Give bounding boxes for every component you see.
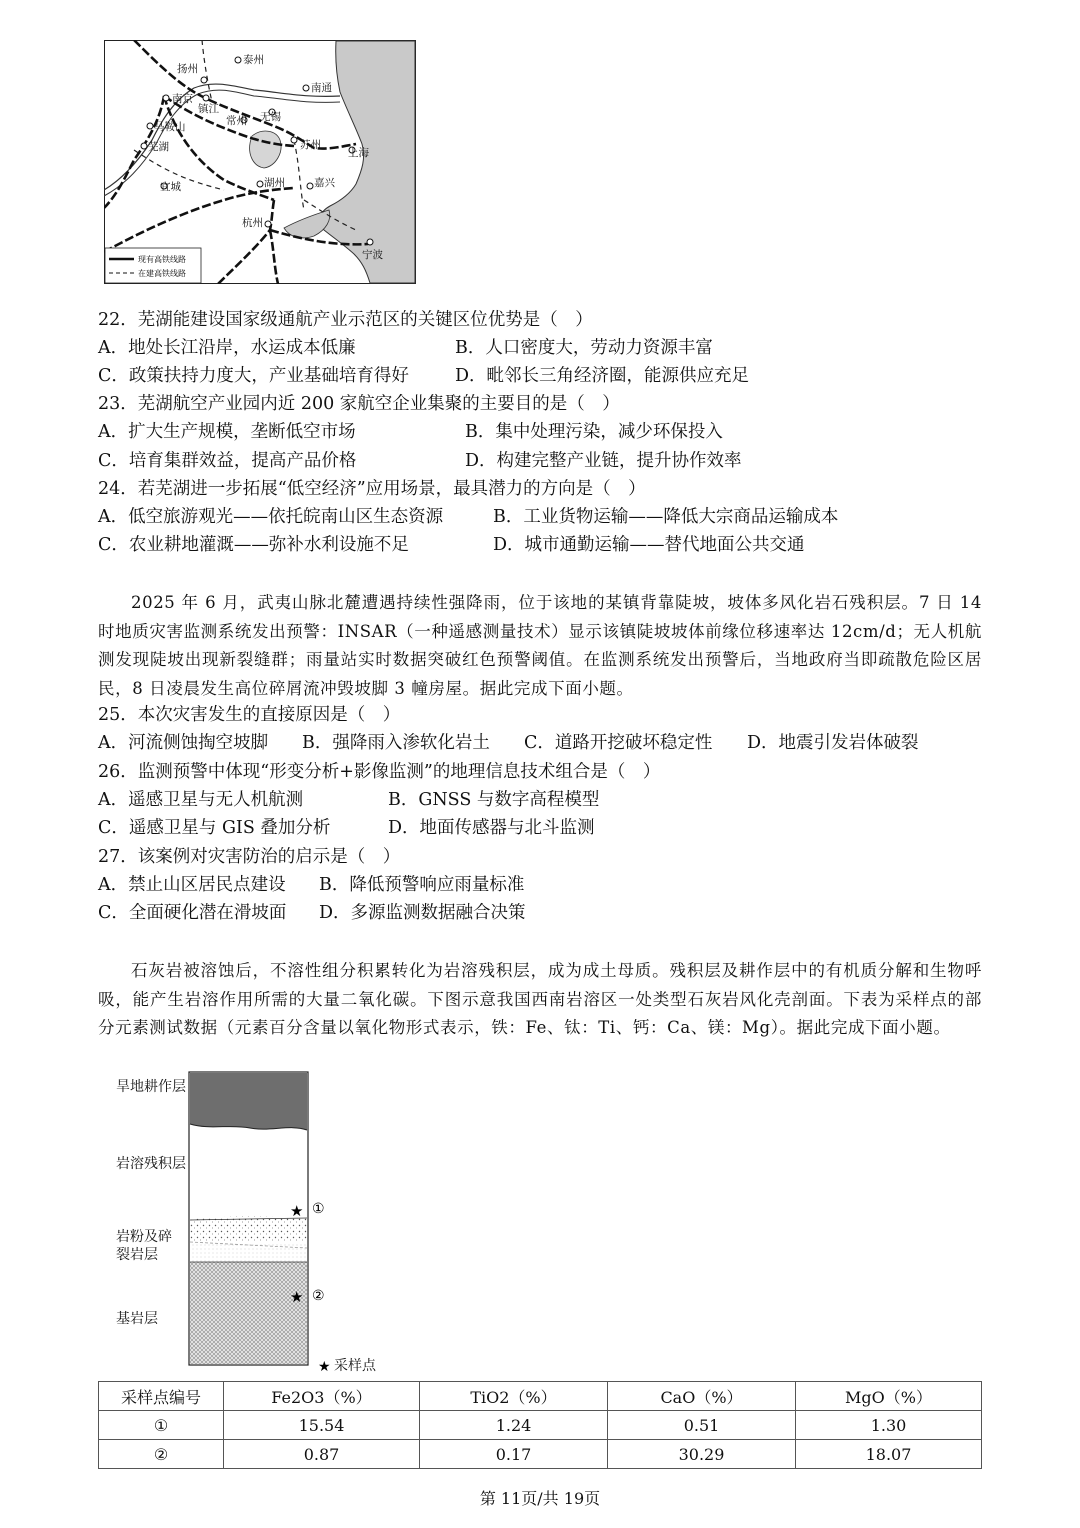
layer-label-bedrock: 基岩层 bbox=[116, 1311, 158, 1327]
q24-stem: 24．若芜湖进一步拓展“低空经济”应用场景，最具潜力的方向是（ ） bbox=[98, 479, 646, 499]
city-label: 宁波 bbox=[362, 249, 383, 261]
q26-option-c[interactable]: C．遥感卫星与 GIS 叠加分析 bbox=[98, 818, 331, 838]
sample-data-table bbox=[98, 1381, 982, 1469]
table-cell: 0.87 bbox=[224, 1440, 420, 1469]
q22-option-d[interactable]: D．毗邻长三角经济圈，能源供应充足 bbox=[455, 366, 750, 386]
layer-label-powder-line2: 裂岩层 bbox=[116, 1247, 158, 1263]
table-cell: 1.24 bbox=[420, 1411, 608, 1440]
q27-stem: 27．该案例对灾害防治的启示是（ ） bbox=[98, 847, 401, 867]
table-row bbox=[99, 1411, 982, 1440]
table-cell: 15.54 bbox=[224, 1411, 420, 1440]
q24-option-d[interactable]: D．城市通勤运输——替代地面公共交通 bbox=[493, 535, 805, 555]
city-label: 扬州 bbox=[177, 63, 198, 75]
legend-star-icon: ★ bbox=[318, 1359, 331, 1375]
q24-option-a[interactable]: A．低空旅游观光——依托皖南山区生态资源 bbox=[98, 507, 444, 527]
layer-label-cultivated: 旱地耕作层 bbox=[116, 1079, 186, 1095]
sample-label-2: ② bbox=[312, 1288, 325, 1304]
q26-option-a[interactable]: A．遥感卫星与无人机航测 bbox=[98, 790, 304, 810]
q26-option-b[interactable]: B．GNSS 与数字高程模型 bbox=[388, 790, 600, 810]
city-label: 泰州 bbox=[243, 54, 264, 66]
city-label: 宜城 bbox=[160, 181, 181, 193]
q23-option-a[interactable]: A．扩大生产规模，垄断低空市场 bbox=[98, 422, 356, 442]
q25-option-d[interactable]: D．地震引发岩体破裂 bbox=[747, 733, 919, 753]
rail-map-svg bbox=[104, 40, 416, 284]
sample-star-2: ★ bbox=[290, 1288, 304, 1306]
city-label: 湖州 bbox=[264, 177, 285, 189]
q23-option-b[interactable]: B．集中处理污染，减少环保投入 bbox=[465, 422, 723, 442]
table-row bbox=[99, 1440, 982, 1469]
city-label: 上海 bbox=[348, 147, 369, 159]
city-label: 嘉兴 bbox=[314, 177, 335, 189]
table-header: TiO2（%） bbox=[420, 1382, 608, 1411]
city-label: 南京 bbox=[172, 93, 193, 105]
city-label: 南通 bbox=[311, 82, 332, 94]
city-label: 苏州 bbox=[300, 139, 321, 151]
legend-planned: 在建高铁线路 bbox=[138, 269, 186, 278]
table-cell: 18.07 bbox=[796, 1440, 982, 1469]
q23-stem: 23．芜湖航空产业园内近 200 家航空企业集聚的主要目的是（ ） bbox=[98, 394, 620, 414]
table-cell: 30.29 bbox=[608, 1440, 796, 1469]
q22-option-a[interactable]: A．地处长江沿岸，水运成本低廉 bbox=[98, 338, 356, 358]
page-footer: 第 11页/共 19页 bbox=[479, 1489, 601, 1508]
sample-label-1: ① bbox=[312, 1201, 325, 1217]
table-cell: 0.51 bbox=[608, 1411, 796, 1440]
q25-option-a[interactable]: A．河流侧蚀掏空坡脚 bbox=[98, 733, 269, 753]
q25-option-c[interactable]: C．道路开挖破坏稳定性 bbox=[524, 733, 713, 753]
table-header: Fe2O3（%） bbox=[224, 1382, 420, 1411]
city-label: 杭州 bbox=[242, 217, 263, 229]
q25-stem: 25．本次灾害发生的直接原因是（ ） bbox=[98, 705, 401, 725]
table-cell: ① bbox=[99, 1411, 224, 1440]
q26-stem: 26．监测预警中体现“形变分析+影像监测”的地理信息技术组合是（ ） bbox=[98, 762, 661, 782]
q22-option-c[interactable]: C．政策扶持力度大，产业基础培育得好 bbox=[98, 366, 409, 386]
layer-label-residual: 岩溶残积层 bbox=[116, 1156, 186, 1172]
city-label: 芜湖 bbox=[148, 141, 169, 153]
q26-option-d[interactable]: D．地面传感器与北斗监测 bbox=[388, 818, 595, 838]
q24-option-c[interactable]: C．农业耕地灌溉——弥补水利设施不足 bbox=[98, 535, 409, 555]
rail-map bbox=[104, 40, 416, 284]
table-header: 采样点编号 bbox=[99, 1382, 224, 1411]
q27-option-a[interactable]: A．禁止山区居民点建设 bbox=[98, 875, 286, 895]
q24-option-b[interactable]: B．工业货物运输——降低大宗商品运输成本 bbox=[493, 507, 839, 527]
city-label: 常州 bbox=[226, 115, 247, 127]
landslide-passage: 2025 年 6 月，武夷山脉北麓遭遇持续性强降雨，位于该地的某镇背靠陡坡，坡体多风化岩石残积层。7 日 14 时地质灾害监测系统发出预警：INSAR（一种遥感测量技术）显示该镇陡坡坡体前缘位移速率达 12cm/d；无人机航测发现陡坡出现新裂缝群；雨量站实时数据突破红色预警阈值。在监测系统发出预警后，当地政府当即疏散危险区居民，8 日凌晨发生高位碎屑流冲毁坡脚 3 幢房屋。据此完成下面小题。 bbox=[98, 593, 982, 698]
legend-existing: 现有高铁线路 bbox=[138, 255, 186, 264]
bedrock-layer bbox=[190, 1262, 307, 1364]
cultivated-layer bbox=[190, 1073, 307, 1130]
table-header: CaO（%） bbox=[608, 1382, 796, 1411]
q22-option-b[interactable]: B．人口密度大，劳动力资源丰富 bbox=[455, 338, 713, 358]
q22-stem: 22．芜湖能建设国家级通航产业示范区的关键区位优势是（ ） bbox=[98, 310, 593, 330]
table-header: MgO（%） bbox=[796, 1382, 982, 1411]
weathering-profile bbox=[100, 1068, 400, 1376]
city-label: 镇江 bbox=[198, 103, 219, 115]
q23-option-c[interactable]: C．培育集群效益，提高产品价格 bbox=[98, 451, 357, 471]
city-label: 马鞍山 bbox=[154, 121, 186, 133]
weathering-profile-svg bbox=[100, 1068, 400, 1376]
q23-option-d[interactable]: D．构建完整产业链，提升协作效率 bbox=[465, 451, 742, 471]
legend-sample-label: 采样点 bbox=[334, 1358, 376, 1374]
table-header-row bbox=[99, 1382, 982, 1411]
q27-option-b[interactable]: B．降低预警响应雨量标准 bbox=[319, 875, 525, 895]
layer-label-powder-line1: 岩粉及碎 bbox=[116, 1229, 172, 1245]
q27-option-d[interactable]: D．多源监测数据融合决策 bbox=[319, 903, 526, 923]
sample-star-1: ★ bbox=[290, 1202, 304, 1220]
table-cell: ② bbox=[99, 1440, 224, 1469]
karst-passage: 石灰岩被溶蚀后，不溶性组分积累转化为岩溶残积层，成为成土母质。残积层及耕作层中的有机质分解和生物呼吸，能产生岩溶作用所需的大量二氧化碳。下图示意我国西南岩溶区一处类型石灰岩风化壳剖面。下表为采样点的部分元素测试数据（元素百分含量以氧化物形式表示，铁：Fe、钛：Ti、钙：Ca、镁：Mg）。据此完成下面小题。 bbox=[98, 961, 982, 1037]
table-cell: 1.30 bbox=[796, 1411, 982, 1440]
city-label: 无锡 bbox=[260, 111, 281, 123]
q25-option-b[interactable]: B．强降雨入渗软化岩土 bbox=[302, 733, 490, 753]
table-cell: 0.17 bbox=[420, 1440, 608, 1469]
q27-option-c[interactable]: C．全面硬化潜在滑坡面 bbox=[98, 903, 287, 923]
